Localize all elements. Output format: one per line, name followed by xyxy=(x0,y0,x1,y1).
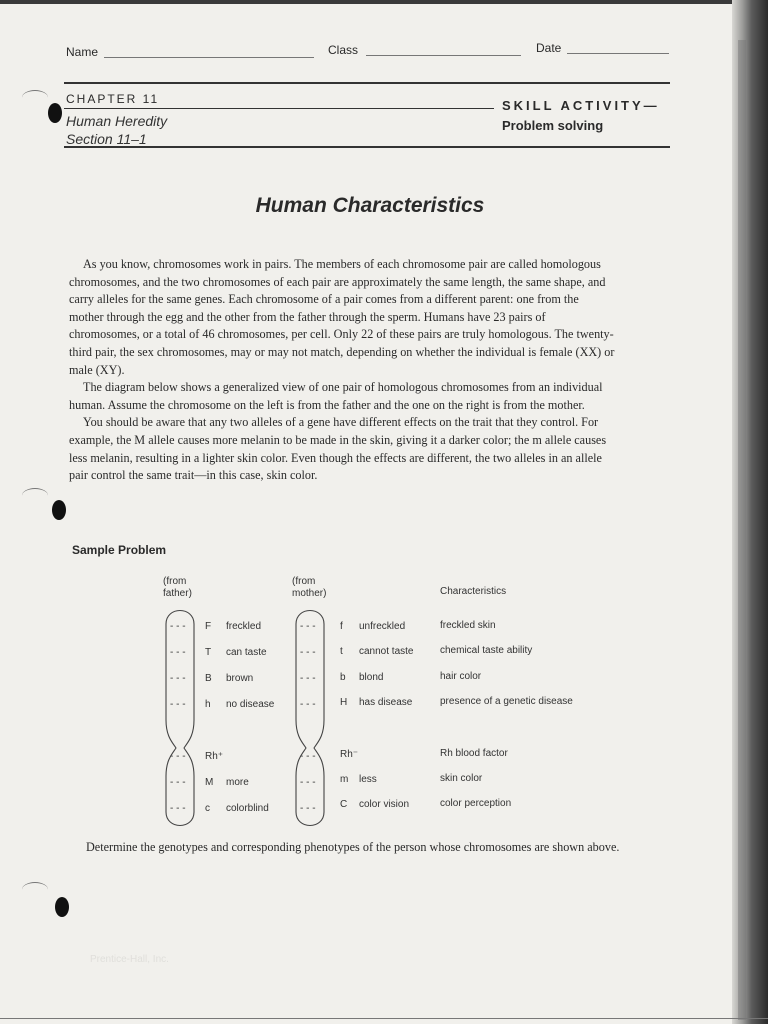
mother-gene-mark: - - - xyxy=(300,699,316,710)
father-trait: colorblind xyxy=(226,803,269,814)
question-text: Determine the genotypes and corresponding phenotypes of the person whose chromosomes are shown above. xyxy=(86,840,620,854)
date-label: Date xyxy=(536,41,562,55)
paragraph: As you know, chromosomes work in pairs. The members of each chromosome pair are called homologous chromosomes, and the two chromosomes of each pair are approximately the same length, the same shape, and carry alleles for the same genes. Each chromosome of a pair comes from a different parent: one from the mother through the egg and the other from the father through the sperm. Humans have 23 pairs of chromosomes, or a total of 46 chromosomes, per cell. Only 22 of these pairs are truly homologous. The twenty-third pair, the sex chromosomes, may or may not match, depending on whether the individual is female (XX) or male (XY). xyxy=(69,257,615,377)
father-chromosome xyxy=(166,611,194,826)
father-allele: Rh⁺ xyxy=(205,751,224,762)
father-trait: more xyxy=(226,777,249,788)
header-rule-mid xyxy=(64,108,494,109)
page-title: Human Characteristics xyxy=(255,194,485,217)
paragraph: You should be aware that any two alleles of a gene have different effects on the trait that they control. For example, the M allele causes more melanin to be made in the skin, giving it a darker color; the m allele causes less melanin, resulting in a lighter skin color. Even though the effects are different, the two alleles in an allele pair control the same trait—in this case, skin color. xyxy=(69,415,607,483)
binder-hole-arc xyxy=(22,488,48,503)
mother-gene-mark: - - - xyxy=(300,751,316,762)
characteristic: presence of a genetic disease xyxy=(440,696,573,708)
mother-allele: b xyxy=(340,671,346,683)
mother-allele: f xyxy=(340,621,343,632)
activity-type: SKILL ACTIVITY— xyxy=(502,98,660,113)
binder-hole-arc xyxy=(22,90,48,105)
father-allele: B xyxy=(205,673,212,684)
characteristic: freckled skin xyxy=(440,620,496,631)
father-header xyxy=(163,576,192,600)
chromosome-pair-diagram xyxy=(150,600,370,830)
father-gene-mark: - - - xyxy=(170,647,186,658)
mother-allele: t xyxy=(340,646,343,658)
header-rule-bottom xyxy=(64,146,670,148)
activity-subtitle: Problem solving xyxy=(502,118,604,133)
mother-header-line: mother) xyxy=(292,588,327,599)
father-allele: F xyxy=(205,621,212,632)
class-label: Class xyxy=(328,43,359,57)
mother-gene-mark: - - - xyxy=(300,621,316,632)
scan-right-shadow xyxy=(738,40,746,1020)
mother-header-line: (from xyxy=(292,576,316,587)
father-gene-mark: - - - xyxy=(170,699,186,710)
date-field[interactable] xyxy=(567,53,669,54)
mother-allele: C xyxy=(340,799,348,811)
binder-hole xyxy=(52,500,66,520)
father-trait: brown xyxy=(226,673,254,684)
mother-chromosome xyxy=(296,611,324,826)
father-allele: h xyxy=(205,699,211,710)
characteristic: hair color xyxy=(440,670,482,682)
binder-hole xyxy=(55,897,69,917)
mother-trait: cannot taste xyxy=(359,646,414,658)
mother-gene-mark: - - - xyxy=(300,803,316,814)
mother-gene-mark: - - - xyxy=(300,673,316,684)
mother-trait: color vision xyxy=(359,799,410,811)
chapter-section: Section 11–1 xyxy=(66,131,147,147)
mother-trait: has disease xyxy=(359,697,413,709)
mother-allele: m xyxy=(340,774,349,785)
name-field[interactable] xyxy=(104,57,314,58)
mother-trait: unfreckled xyxy=(359,621,406,632)
father-allele: T xyxy=(205,647,212,658)
father-gene-mark: - - - xyxy=(170,751,186,762)
faint-footer: Prentice-Hall, Inc. xyxy=(90,954,169,965)
sample-heading: Sample Problem xyxy=(72,543,167,557)
father-gene-mark: - - - xyxy=(170,621,186,632)
father-gene-mark: - - - xyxy=(170,803,186,814)
characteristic: skin color xyxy=(440,773,483,784)
father-trait: can taste xyxy=(226,647,267,658)
question xyxy=(72,839,620,857)
scan-bottom-edge xyxy=(0,1018,768,1019)
class-field[interactable] xyxy=(366,55,521,56)
father-allele: M xyxy=(205,777,214,788)
mother-gene-mark: - - - xyxy=(300,777,316,788)
father-gene-mark: - - - xyxy=(170,777,186,788)
characteristics-header: Characteristics xyxy=(440,586,507,597)
chapter-label: CHAPTER 11 xyxy=(66,92,160,106)
father-header-line: father) xyxy=(163,588,192,599)
paragraph: The diagram below shows a generalized view of one pair of homologous chromosomes from an individual human. Assume the chromosome on the left is from the father and the one on the right is from the mother. xyxy=(69,380,603,412)
name-label: Name xyxy=(66,45,99,59)
father-header-line: (from xyxy=(163,576,187,587)
father-allele: c xyxy=(205,803,210,814)
mother-allele: Rh⁻ xyxy=(340,748,359,760)
father-trait: freckled xyxy=(226,621,262,632)
binder-hole-arc xyxy=(22,882,48,897)
characteristic: Rh blood factor xyxy=(440,747,508,759)
mother-gene-mark: - - - xyxy=(300,647,316,658)
binder-hole xyxy=(48,103,62,123)
mother-trait: less xyxy=(359,774,377,785)
father-gene-mark: - - - xyxy=(170,673,186,684)
header-rule-top xyxy=(64,82,670,84)
mother-header xyxy=(292,576,326,600)
body-text xyxy=(69,256,615,485)
chapter-topic: Human Heredity xyxy=(66,113,168,129)
characteristic: color perception xyxy=(440,798,512,810)
scan-top-edge xyxy=(0,0,768,4)
mother-allele: H xyxy=(340,697,348,709)
characteristic: chemical taste ability xyxy=(440,645,533,657)
father-trait: no disease xyxy=(226,699,275,710)
mother-trait: blond xyxy=(359,671,384,683)
